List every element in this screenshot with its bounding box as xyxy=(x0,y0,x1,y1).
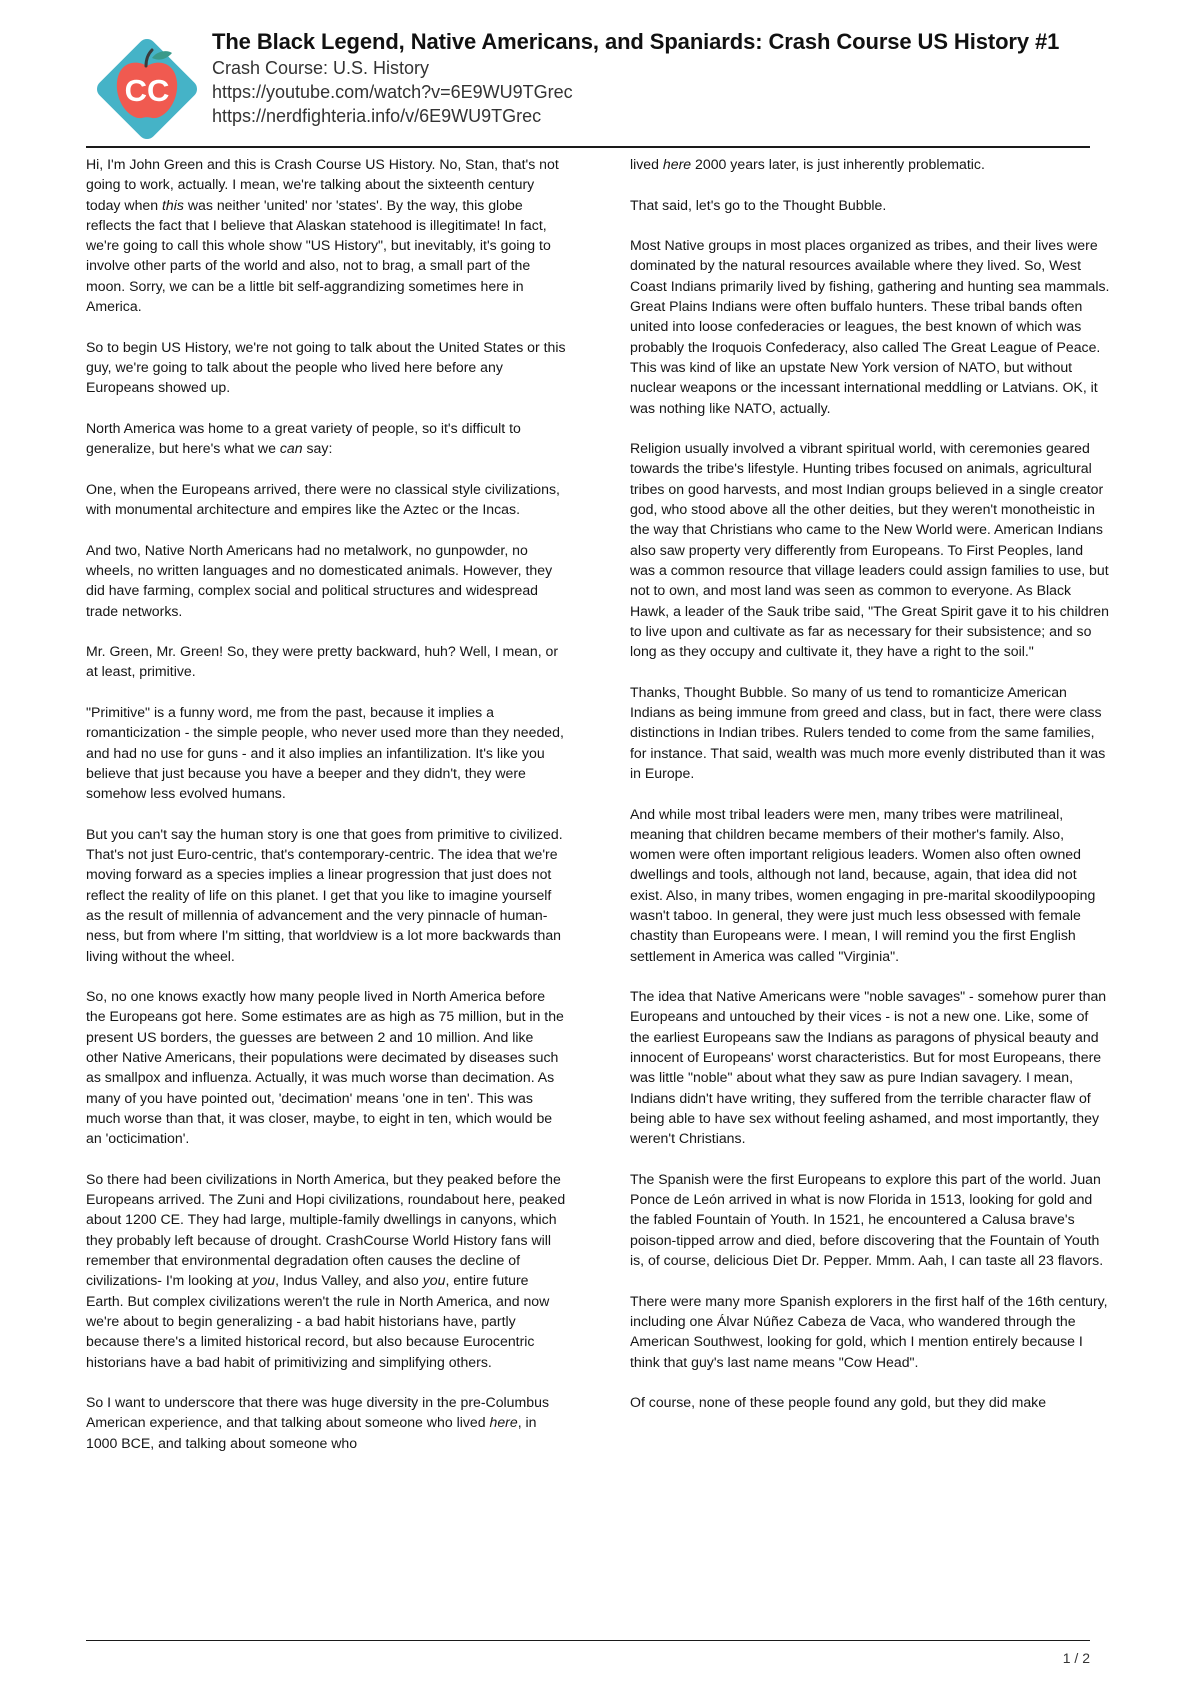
footer-divider xyxy=(86,1640,1090,1641)
paragraph xyxy=(86,641,566,682)
paragraph xyxy=(86,418,566,459)
paragraph xyxy=(86,824,566,966)
paragraph-text: But you can't say the human story is one that goes from primitive to civilized. That's not just Euro-centric, that's contemporary-centric. The idea that we're moving forward as a species implies a linear progression that just does not reflect the reality of life on this planet. I get that you like to imagine yourself as the result of millennia of advancement and the very pinnacle of human-ness, but from where I'm sitting, that worldview is a lot more backwards than living without the wheel. xyxy=(86,825,563,964)
paragraph-text: , entire future Earth. But complex civilizations weren't the rule in North America, and now we're about to begin generalizing - a bad habit historians have, partly because there's a limited historical record, but also because Eurocentric historians have a bad habit of primitivizing and simplifying others. xyxy=(86,1272,550,1370)
paragraph-text: The Spanish were the first Europeans to explore this part of the world. Juan Ponce de León arrived in what is now Florida in 1513, looking for gold and the fabled Fountain of Youth. In 1521, he encountered a Calusa brave's poison-tipped arrow and died, before discovering that the Fountain of Youth is, of course, delicious Diet Dr. Pepper. Mmm. Aah, I can taste all 23 flavors. xyxy=(630,1170,1104,1269)
paragraph xyxy=(630,438,1110,661)
paragraph-text: Thanks, Thought Bubble. So many of us tend to romanticize American Indians as being immune from greed and class, but in fact, there were class distinctions in Indian tribes. Rulers tended to come from the same families, for instance. That said, wealth was much more evenly distributed than it was in Europe. xyxy=(630,683,1106,781)
paragraph xyxy=(630,154,1110,174)
emphasized-text: can xyxy=(279,440,303,457)
paragraph-text: North America was home to a great variety of people, so it's difficult to generalize, but here's what we xyxy=(86,419,521,457)
paragraph-text: Mr. Green, Mr. Green! So, they were pretty backward, huh? Well, I mean, or at least, primitive. xyxy=(86,643,559,680)
paragraph xyxy=(86,337,566,398)
paragraph xyxy=(630,804,1110,966)
paragraph-text: 2000 years later, is just inherently problematic. xyxy=(691,156,985,172)
page-number: 1 / 2 xyxy=(1062,1650,1090,1666)
paragraph xyxy=(630,682,1110,783)
paragraph xyxy=(630,195,1110,215)
paragraph-text: Hi, I'm John Green and this is Crash Course US History. No, Stan, that's not going to work, actually. I mean, we're talking about the sixteenth century today when xyxy=(86,156,559,213)
paragraph-text: There were many more Spanish explorers in the first half of the 16th century, including one Álvar Núñez Cabeza de Vaca, who wandered through the American Southwest, looking for gold, which I mention entirely because I think that guy's last name means "Cow Head". xyxy=(630,1292,1108,1370)
logo-text: CC xyxy=(124,73,170,108)
paragraph xyxy=(86,479,566,520)
header-divider xyxy=(86,146,1090,148)
paragraph-text: So, no one knows exactly how many people lived in North America before the Europeans got here. Some estimates are as high as 75 million, but in the present US borders, the guesses are between 2 and 10 million. And like other Native Americans, their populations were decimated by diseases such as smallpox and influenza. Actually, it was much worse than decimation. As many of you have pointed out, 'decimation' means 'one in ten'. This was much worse than that, it was closer, maybe, to eight in ten, which would be an 'octicimation'. xyxy=(86,988,564,1147)
transcript-column-right xyxy=(630,154,1110,1433)
emphasized-text: you xyxy=(422,1272,446,1289)
paragraph xyxy=(86,986,566,1148)
paragraph xyxy=(630,1169,1110,1270)
youtube-link[interactable]: https://youtube.com/watch?v=6E9WU9TGrec xyxy=(212,82,573,102)
paragraph-text: That said, let's go to the Thought Bubble. xyxy=(630,196,887,213)
emphasized-text: here xyxy=(662,156,692,172)
paragraph xyxy=(630,235,1110,418)
crash-course-logo-icon xyxy=(86,28,208,150)
paragraph-text: One, when the Europeans arrived, there were no classical style civilizations, with monumental architecture and empires like the Aztec or the Incas. xyxy=(86,480,560,518)
paragraph-text: And two, Native North Americans had no metalwork, no gunpowder, no wheels, no written languages and no domesticated animals. However, they did have farming, complex social and political structures and widespread trade networks. xyxy=(86,541,553,619)
paragraph-text: So to begin US History, we're not going to talk about the United States or this guy, we're going to talk about the people who lived here before any Europeans showed up. xyxy=(86,338,566,396)
paragraph-text: , Indus Valley, and also xyxy=(275,1272,423,1289)
paragraph xyxy=(630,1392,1110,1412)
paragraph-text: Most Native groups in most places organized as tribes, and their lives were dominated by the natural resources available where they lived. So, West Coast Indians primarily lived by fishing, gathering and hunting sea mammals. Great Plains Indians were often buffalo hunters. These tribal bands often united into loose confederacies or leagues, the best known of which was probably the Iroquois Confederacy, also called The Great League of Peace. This was kind of like an upstate New York version of NATO, but without nuclear weapons or the incessant international meddling or Latvians. OK, it was nothing like NATO, actually. xyxy=(630,237,1110,416)
paragraph xyxy=(86,154,566,316)
paragraph xyxy=(630,1291,1110,1372)
emphasized-text: here xyxy=(489,1414,518,1431)
paragraph-text: lived xyxy=(630,156,663,172)
emphasized-text: you xyxy=(252,1272,276,1289)
transcript-column-left xyxy=(86,154,566,1473)
paragraph-text: Religion usually involved a vibrant spiritual world, with ceremonies geared towards the tribe's lifestyle. Hunting tribes focused on animals, agricultural tribes on good harvests, and most Indian groups believed in a single creator god, who stood above all the other deities, but they weren't monotheistic in the way that Christians who came to the New World were. American Indians also saw property very differently from Europeans. To First Peoples, land was a common resource that village leaders could assign families to use, but not to own, and most land was seen as common to everyone. As Black Hawk, a leader of the Sauk tribe said, "The Great Spirit gave it to his children to live upon and cultivate as far as necessary for their subsistence; and so long as they occupy and cultivate it, they have a right to the soil." xyxy=(630,440,1109,660)
document-title: The Black Legend, Native Americans, and Spaniards: Crash Course US History #1 xyxy=(212,29,1060,54)
paragraph-text: So there had been civilizations in North America, but they peaked before the Europeans arrived. The Zuni and Hopi civilizations, roundabout here, peaked about 1200 CE. They had large, multiple-family dwellings in canyons, which they probably left because of drought. CrashCourse World History fans will remember that environmental degradation often causes the decline of civilizations- I'm looking at xyxy=(86,1170,566,1289)
series-name: Crash Course: U.S. History xyxy=(212,58,430,78)
paragraph-text: say: xyxy=(302,440,333,457)
nerdfighteria-link[interactable]: https://nerdfighteria.info/v/6E9WU9TGrec xyxy=(212,106,542,126)
paragraph-text: So I want to underscore that there was huge diversity in the pre-Columbus American experience, and that talking about someone who lived xyxy=(86,1394,549,1431)
paragraph-text: "Primitive" is a funny word, me from the past, because it implies a romanticization - the simple people, who never used more than they needed, and had no use for guns - and it also implies an infantilization. It's like you believe that just because you have a beeper and they didn't, they were somehow less evolved humans. xyxy=(86,704,564,802)
paragraph-text: Of course, none of these people found any gold, but they did make xyxy=(630,1394,1047,1411)
page-header xyxy=(86,22,1090,144)
paragraph-text: , in 1000 BCE, and talking about someone who xyxy=(86,1414,537,1451)
paragraph-text: The idea that Native Americans were "noble savages" - somehow purer than Europeans and untouched by their vices - is not a new one. Like, some of the earliest Europeans saw the Indians as paragons of physical beauty and innocent of Europeans' worst characteristics. But for most Europeans, there was little "noble" about what they saw as pure Indian savagery. I mean, Indians didn't have writing, they suffered from the terrible character flaw of being able to have sex without feeling ashamed, and most importantly, they weren't Christians. xyxy=(630,988,1107,1147)
header-text xyxy=(212,28,1092,128)
paragraph xyxy=(86,1392,566,1453)
paragraph-text: was neither 'united' nor 'states'. By the way, this globe reflects the fact that I believe that Alaskan statehood is illegitimate! In fact, we're going to call this whole show "US History", but inevitably, it's going to involve other parts of the world and also, not to brag, a small part of the moon. Sorry, we can be a little bit self-aggrandizing sometimes here in America. xyxy=(86,196,551,315)
paragraph xyxy=(86,540,566,621)
paragraph xyxy=(86,1169,566,1372)
paragraph xyxy=(86,702,566,803)
paragraph xyxy=(630,986,1110,1148)
emphasized-text: this xyxy=(162,196,184,213)
paragraph-text: And while most tribal leaders were men, many tribes were matrilineal, meaning that children became members of their mother's family. Also, women were often important religious leaders. Women also often owned dwellings and tools, although not land, because, again, that idea did not exist. Also, in many tribes, women engaging in pre-marital skoodilypooping wasn't taboo. In general, they were just much less obsessed with female chastity than Europeans were. I mean, I will remind you the first English settlement in America was called "Virginia". xyxy=(630,805,1096,964)
